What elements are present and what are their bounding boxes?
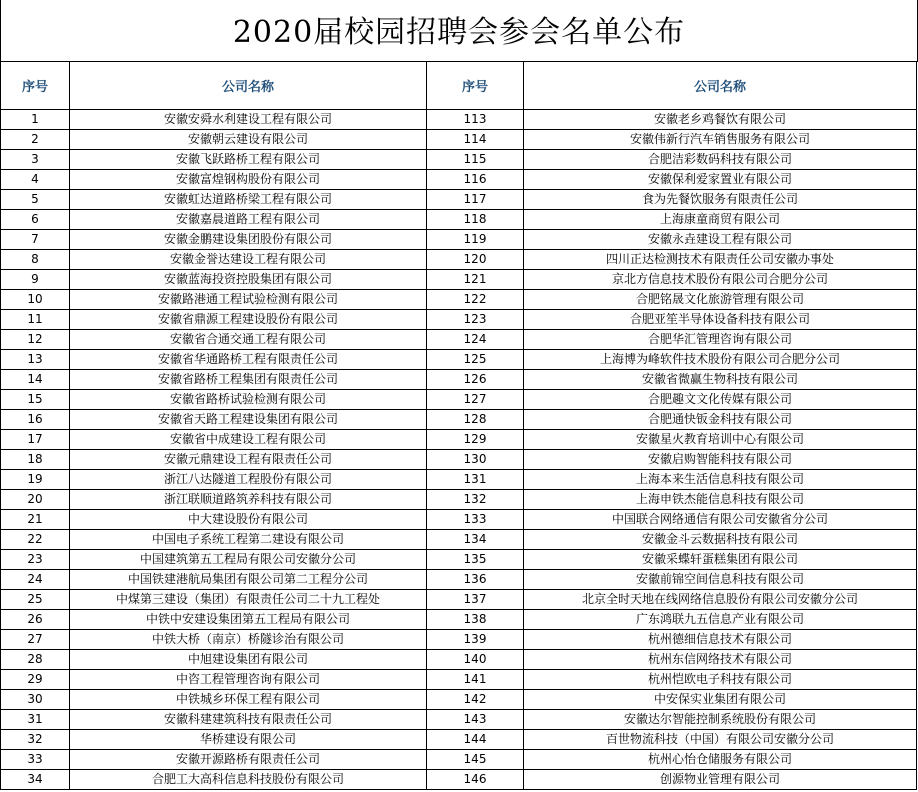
company-cell-right[interactable]: 上海申铁杰能信息科技有限公司 <box>524 490 917 510</box>
seq-cell-right[interactable]: 134 <box>427 530 524 550</box>
seq-cell-left[interactable]: 15 <box>1 390 70 410</box>
seq-cell-left[interactable]: 28 <box>1 650 70 670</box>
company-cell-left[interactable]: 安徽省合通交通工程有限公司 <box>70 330 427 350</box>
company-cell-right[interactable]: 安徽永垚建设工程有限公司 <box>524 230 917 250</box>
seq-cell-left[interactable]: 4 <box>1 170 70 190</box>
seq-cell-left[interactable]: 24 <box>1 570 70 590</box>
seq-cell-left[interactable]: 8 <box>1 250 70 270</box>
table-row <box>1 490 917 510</box>
seq-cell-right[interactable]: 144 <box>427 730 524 750</box>
seq-cell-left[interactable]: 25 <box>1 590 70 610</box>
company-cell-left[interactable]: 安徽省华通路桥工程有限责任公司 <box>70 350 427 370</box>
company-cell-left[interactable]: 安徽省鼎源工程建设股份有限公司 <box>70 310 427 330</box>
company-cell-right[interactable]: 安徽伟新行汽车销售服务有限公司 <box>524 130 917 150</box>
company-cell-left[interactable]: 安徽虹达道路桥梁工程有限公司 <box>70 190 427 210</box>
company-cell-right[interactable]: 合肥华汇管理咨询有限公司 <box>524 330 917 350</box>
seq-cell-left[interactable]: 13 <box>1 350 70 370</box>
company-cell-right[interactable]: 中国联合网络通信有限公司安徽省分公司 <box>524 510 917 530</box>
seq-cell-left[interactable]: 10 <box>1 290 70 310</box>
company-cell-left[interactable]: 中国电子系统工程第二建设有限公司 <box>70 530 427 550</box>
seq-cell-left[interactable]: 29 <box>1 670 70 690</box>
company-cell-left[interactable]: 安徽飞跃路桥工程有限公司 <box>70 150 427 170</box>
table-row <box>1 730 917 750</box>
company-cell-right[interactable]: 四川正达检测技术有限责任公司安徽办事处 <box>524 250 917 270</box>
seq-cell-left[interactable]: 32 <box>1 730 70 750</box>
seq-cell-right[interactable]: 137 <box>427 590 524 610</box>
table-row <box>1 690 917 710</box>
seq-cell-left[interactable]: 33 <box>1 750 70 770</box>
seq-cell-left[interactable]: 31 <box>1 710 70 730</box>
table-row <box>1 470 917 490</box>
seq-cell-left[interactable]: 9 <box>1 270 70 290</box>
seq-cell-right[interactable]: 124 <box>427 330 524 350</box>
company-cell-left[interactable]: 浙江联顺道路筑养科技有限公司 <box>70 490 427 510</box>
seq-cell-left[interactable]: 20 <box>1 490 70 510</box>
seq-cell-left[interactable]: 5 <box>1 190 70 210</box>
company-cell-right[interactable]: 合肥通快钣金科技有限公司 <box>524 410 917 430</box>
seq-cell-right[interactable]: 141 <box>427 670 524 690</box>
seq-cell-right[interactable]: 143 <box>427 710 524 730</box>
table-row <box>1 550 917 570</box>
company-cell-right[interactable]: 安徽采蝶轩蛋糕集团有限公司 <box>524 550 917 570</box>
company-cell-left[interactable]: 安徽省天路工程建设集团有限公司 <box>70 410 427 430</box>
seq-cell-left[interactable]: 6 <box>1 210 70 230</box>
seq-cell-right[interactable]: 128 <box>427 410 524 430</box>
table-row <box>1 370 917 390</box>
company-cell-right[interactable]: 安徽保利爱家置业有限公司 <box>524 170 917 190</box>
company-cell-left[interactable]: 安徽路港通工程试验检测有限公司 <box>70 290 427 310</box>
table-row <box>1 110 917 130</box>
company-cell-left[interactable]: 中煤第三建设（集团）有限责任公司二十九工程处 <box>70 590 427 610</box>
company-cell-right[interactable]: 广东鸿联九五信息产业有限公司 <box>524 610 917 630</box>
company-cell-right[interactable]: 合肥铭晟文化旅游管理有限公司 <box>524 290 917 310</box>
company-cell-left[interactable]: 中国建筑第五工程局有限公司安徽分公司 <box>70 550 427 570</box>
table-row <box>1 310 917 330</box>
seq-cell-right[interactable]: 120 <box>427 250 524 270</box>
seq-cell-right[interactable]: 142 <box>427 690 524 710</box>
table-row <box>1 570 917 590</box>
table-row <box>1 170 917 190</box>
seq-cell-right[interactable]: 113 <box>427 110 524 130</box>
seq-cell-right[interactable]: 126 <box>427 370 524 390</box>
company-cell-right[interactable]: 杭州东信网络技术有限公司 <box>524 650 917 670</box>
header-seq-left[interactable]: 序号 <box>1 62 70 110</box>
company-cell-right[interactable]: 中安保实业集团有限公司 <box>524 690 917 710</box>
seq-cell-right[interactable]: 125 <box>427 350 524 370</box>
company-cell-right[interactable]: 上海本来生活信息科技有限公司 <box>524 470 917 490</box>
company-cell-left[interactable]: 中铁大桥（南京）桥隧诊治有限公司 <box>70 630 427 650</box>
seq-cell-left[interactable]: 27 <box>1 630 70 650</box>
header-company-left[interactable]: 公司名称 <box>70 62 427 110</box>
company-cell-right[interactable]: 安徽前锦空间信息科技有限公司 <box>524 570 917 590</box>
page-title: 2020届校园招聘会参会名单公布 <box>0 0 918 62</box>
table-row <box>1 390 917 410</box>
company-cell-left[interactable]: 安徽元鼎建设工程有限责任公司 <box>70 450 427 470</box>
seq-cell-left[interactable]: 7 <box>1 230 70 250</box>
seq-cell-left[interactable]: 23 <box>1 550 70 570</box>
table-row <box>1 590 917 610</box>
table-row <box>1 770 917 790</box>
seq-cell-right[interactable]: 132 <box>427 490 524 510</box>
table-row <box>1 230 917 250</box>
company-cell-right[interactable]: 安徽省微赢生物科技有限公司 <box>524 370 917 390</box>
company-cell-left[interactable]: 中国铁建港航局集团有限公司第二工程分公司 <box>70 570 427 590</box>
table-row <box>1 250 917 270</box>
seq-cell-right[interactable]: 139 <box>427 630 524 650</box>
seq-cell-left[interactable]: 11 <box>1 310 70 330</box>
seq-cell-right[interactable]: 118 <box>427 210 524 230</box>
company-cell-left[interactable]: 安徽金鹏建设集团股份有限公司 <box>70 230 427 250</box>
header-row <box>1 62 917 110</box>
seq-cell-right[interactable]: 117 <box>427 190 524 210</box>
table-row <box>1 510 917 530</box>
company-cell-right[interactable]: 安徽达尔智能控制系统股份有限公司 <box>524 710 917 730</box>
seq-cell-right[interactable]: 116 <box>427 170 524 190</box>
seq-cell-right[interactable]: 122 <box>427 290 524 310</box>
company-table <box>0 61 917 790</box>
seq-cell-left[interactable]: 18 <box>1 450 70 470</box>
table-body <box>1 110 917 790</box>
seq-cell-right[interactable]: 145 <box>427 750 524 770</box>
seq-cell-right[interactable]: 130 <box>427 450 524 470</box>
company-cell-right[interactable]: 杭州恺欧电子科技有限公司 <box>524 670 917 690</box>
table-row <box>1 650 917 670</box>
company-cell-right[interactable]: 安徽启购智能科技有限公司 <box>524 450 917 470</box>
seq-cell-left[interactable]: 14 <box>1 370 70 390</box>
table-row <box>1 750 917 770</box>
company-cell-right[interactable]: 百世物流科技（中国）有限公司安徽分公司 <box>524 730 917 750</box>
company-cell-right[interactable]: 食为先餐饮服务有限责任公司 <box>524 190 917 210</box>
company-cell-left[interactable]: 中铁城乡环保工程有限公司 <box>70 690 427 710</box>
company-cell-left[interactable]: 安徽金誉达建设工程有限公司 <box>70 250 427 270</box>
table-row <box>1 630 917 650</box>
company-cell-left[interactable]: 合肥工大高科信息科技股份有限公司 <box>70 770 427 790</box>
seq-cell-right[interactable]: 135 <box>427 550 524 570</box>
table-row <box>1 710 917 730</box>
company-cell-right[interactable]: 合肥趣文文化传媒有限公司 <box>524 390 917 410</box>
company-cell-left[interactable]: 中大建设股份有限公司 <box>70 510 427 530</box>
seq-cell-left[interactable]: 17 <box>1 430 70 450</box>
seq-cell-right[interactable]: 138 <box>427 610 524 630</box>
seq-cell-left[interactable]: 1 <box>1 110 70 130</box>
seq-cell-left[interactable]: 3 <box>1 150 70 170</box>
company-cell-left[interactable]: 中旭建设集团有限公司 <box>70 650 427 670</box>
company-cell-left[interactable]: 安徽富煌钢构股份有限公司 <box>70 170 427 190</box>
table-row <box>1 130 917 150</box>
seq-cell-right[interactable]: 127 <box>427 390 524 410</box>
table-row <box>1 210 917 230</box>
seq-cell-left[interactable]: 16 <box>1 410 70 430</box>
table-row <box>1 450 917 470</box>
company-cell-left[interactable]: 安徽省路桥工程集团有限责任公司 <box>70 370 427 390</box>
company-cell-right[interactable]: 杭州心怡仓储服务有限公司 <box>524 750 917 770</box>
seq-cell-right[interactable]: 136 <box>427 570 524 590</box>
company-cell-left[interactable]: 浙江八达隧道工程股份有限公司 <box>70 470 427 490</box>
seq-cell-right[interactable]: 146 <box>427 770 524 790</box>
seq-cell-left[interactable]: 21 <box>1 510 70 530</box>
seq-cell-left[interactable]: 19 <box>1 470 70 490</box>
company-cell-left[interactable]: 安徽省中成建设工程有限公司 <box>70 430 427 450</box>
company-cell-left[interactable]: 安徽朝云建设有限公司 <box>70 130 427 150</box>
seq-cell-right[interactable]: 131 <box>427 470 524 490</box>
company-cell-right[interactable]: 北京全时天地在线网络信息股份有限公司安徽分公司 <box>524 590 917 610</box>
company-cell-left[interactable]: 安徽嘉晨道路工程有限公司 <box>70 210 427 230</box>
seq-cell-right[interactable]: 123 <box>427 310 524 330</box>
company-cell-right[interactable]: 创源物业管理有限公司 <box>524 770 917 790</box>
table-row <box>1 350 917 370</box>
company-cell-right[interactable]: 杭州德细信息技术有限公司 <box>524 630 917 650</box>
table-row <box>1 290 917 310</box>
company-cell-right[interactable]: 安徽金斗云数据科技有限公司 <box>524 530 917 550</box>
seq-cell-right[interactable]: 129 <box>427 430 524 450</box>
seq-cell-left[interactable]: 26 <box>1 610 70 630</box>
table-row <box>1 270 917 290</box>
seq-cell-right[interactable]: 115 <box>427 150 524 170</box>
seq-cell-left[interactable]: 30 <box>1 690 70 710</box>
table-row <box>1 530 917 550</box>
company-cell-right[interactable]: 上海博为峰软件技术股份有限公司合肥分公司 <box>524 350 917 370</box>
table-row <box>1 330 917 350</box>
company-cell-right[interactable]: 上海康童商贸有限公司 <box>524 210 917 230</box>
company-cell-right[interactable]: 京北方信息技术股份有限公司合肥分公司 <box>524 270 917 290</box>
header-company-right[interactable]: 公司名称 <box>524 62 917 110</box>
company-cell-right[interactable]: 合肥洁彩数码科技有限公司 <box>524 150 917 170</box>
seq-cell-right[interactable]: 133 <box>427 510 524 530</box>
company-cell-left[interactable]: 安徽省路桥试验检测有限公司 <box>70 390 427 410</box>
company-cell-right[interactable]: 安徽星火教育培训中心有限公司 <box>524 430 917 450</box>
company-cell-left[interactable]: 安徽开源路桥有限责任公司 <box>70 750 427 770</box>
company-cell-left[interactable]: 中铁中安建设集团第五工程局有限公司 <box>70 610 427 630</box>
company-cell-left[interactable]: 安徽蓝海投资控股集团有限公司 <box>70 270 427 290</box>
table-row <box>1 430 917 450</box>
seq-cell-left[interactable]: 12 <box>1 330 70 350</box>
company-cell-left[interactable]: 华桥建设有限公司 <box>70 730 427 750</box>
table-row <box>1 670 917 690</box>
seq-cell-left[interactable]: 22 <box>1 530 70 550</box>
company-cell-right[interactable]: 合肥亚笙半导体设备科技有限公司 <box>524 310 917 330</box>
company-cell-left[interactable]: 中咨工程管理咨询有限公司 <box>70 670 427 690</box>
seq-cell-right[interactable]: 114 <box>427 130 524 150</box>
table-row <box>1 610 917 630</box>
table-row <box>1 150 917 170</box>
table-row <box>1 410 917 430</box>
seq-cell-right[interactable]: 119 <box>427 230 524 250</box>
header-seq-right[interactable]: 序号 <box>427 62 524 110</box>
seq-cell-right[interactable]: 140 <box>427 650 524 670</box>
table-row <box>1 190 917 210</box>
company-cell-right[interactable]: 安徽老乡鸡餐饮有限公司 <box>524 110 917 130</box>
seq-cell-left[interactable]: 34 <box>1 770 70 790</box>
seq-cell-left[interactable]: 2 <box>1 130 70 150</box>
company-cell-left[interactable]: 安徽安舜水利建设工程有限公司 <box>70 110 427 130</box>
company-cell-left[interactable]: 安徽科建建筑科技有限责任公司 <box>70 710 427 730</box>
seq-cell-right[interactable]: 121 <box>427 270 524 290</box>
